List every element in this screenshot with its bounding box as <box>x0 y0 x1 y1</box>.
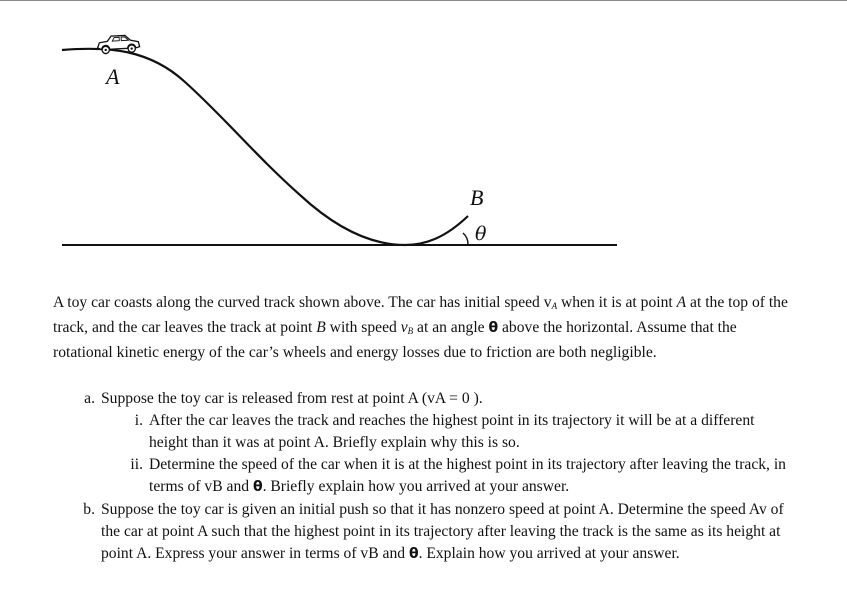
intro-text-5: at an angle <box>413 319 489 337</box>
part-a-ii-marker: ii. <box>130 456 143 474</box>
part-b-text-1: Suppose the toy car is given an initial push so that it has nonzero speed at point A. Determine the speed Av of the car at point A such that the highest point in its trajectory after leaving the track is the same as its height at point A. Express your answer in terms of vB and <box>101 500 784 563</box>
question-parts <box>53 388 788 566</box>
part-a-ii-text-1: Determine the speed of the car when it is at the highest point in its trajectory after leaving the track, in terms of vB and <box>149 456 786 496</box>
intro-text-3: at the top of the track, and the car leaves the track at point <box>53 294 788 337</box>
italic-v-b: v <box>400 319 408 337</box>
part-a-i-text: After the car leaves the track and reaches the highest point in its trajectory it will be at a different height than it was at point A. Briefly explain why this is so. <box>149 411 755 452</box>
track-diagram <box>0 0 847 270</box>
part-a-i <box>101 410 788 454</box>
part-a-text: Suppose the toy car is released from rest at point A (vA = 0 ). <box>101 389 483 407</box>
subscript-b: B <box>407 326 414 337</box>
theta-symbol: θ <box>252 479 263 496</box>
part-a-marker: a. <box>84 389 95 407</box>
curved-track <box>62 49 468 245</box>
italic-point-a: A <box>676 294 687 311</box>
part-a-i-marker: i. <box>134 411 143 429</box>
italic-point-b: B <box>316 319 326 337</box>
part-a-ii-text-2: . Briefly explain how you arrived at your answer. <box>262 478 570 496</box>
part-b-text-2: . Explain how you arrived at your answer. <box>418 545 680 563</box>
part-a <box>53 388 788 499</box>
intro-text-2: when it is at point <box>557 294 677 311</box>
theta-symbol: θ <box>488 320 499 337</box>
subscript-a: A <box>551 301 558 311</box>
point-b-label: B <box>470 185 484 210</box>
angle-arc <box>463 233 468 245</box>
problem-text <box>53 292 788 565</box>
problem-intro <box>53 292 788 365</box>
intro-text-4: with speed <box>325 319 401 337</box>
part-b <box>53 499 788 566</box>
theta-symbol: θ <box>408 546 419 563</box>
part-a-subparts <box>101 410 788 499</box>
theta-label: θ <box>475 223 487 245</box>
intro-text-1: A toy car coasts along the curved track shown above. The car has initial speed v <box>53 294 552 311</box>
part-b-marker: b. <box>83 500 95 518</box>
intro-text-6: above the horizontal. Assume that the rotational kinetic energy of the car’s wheels and energy losses due to friction are both negligible. <box>53 319 737 362</box>
part-a-ii <box>101 454 788 498</box>
point-a-label: A <box>106 64 120 89</box>
